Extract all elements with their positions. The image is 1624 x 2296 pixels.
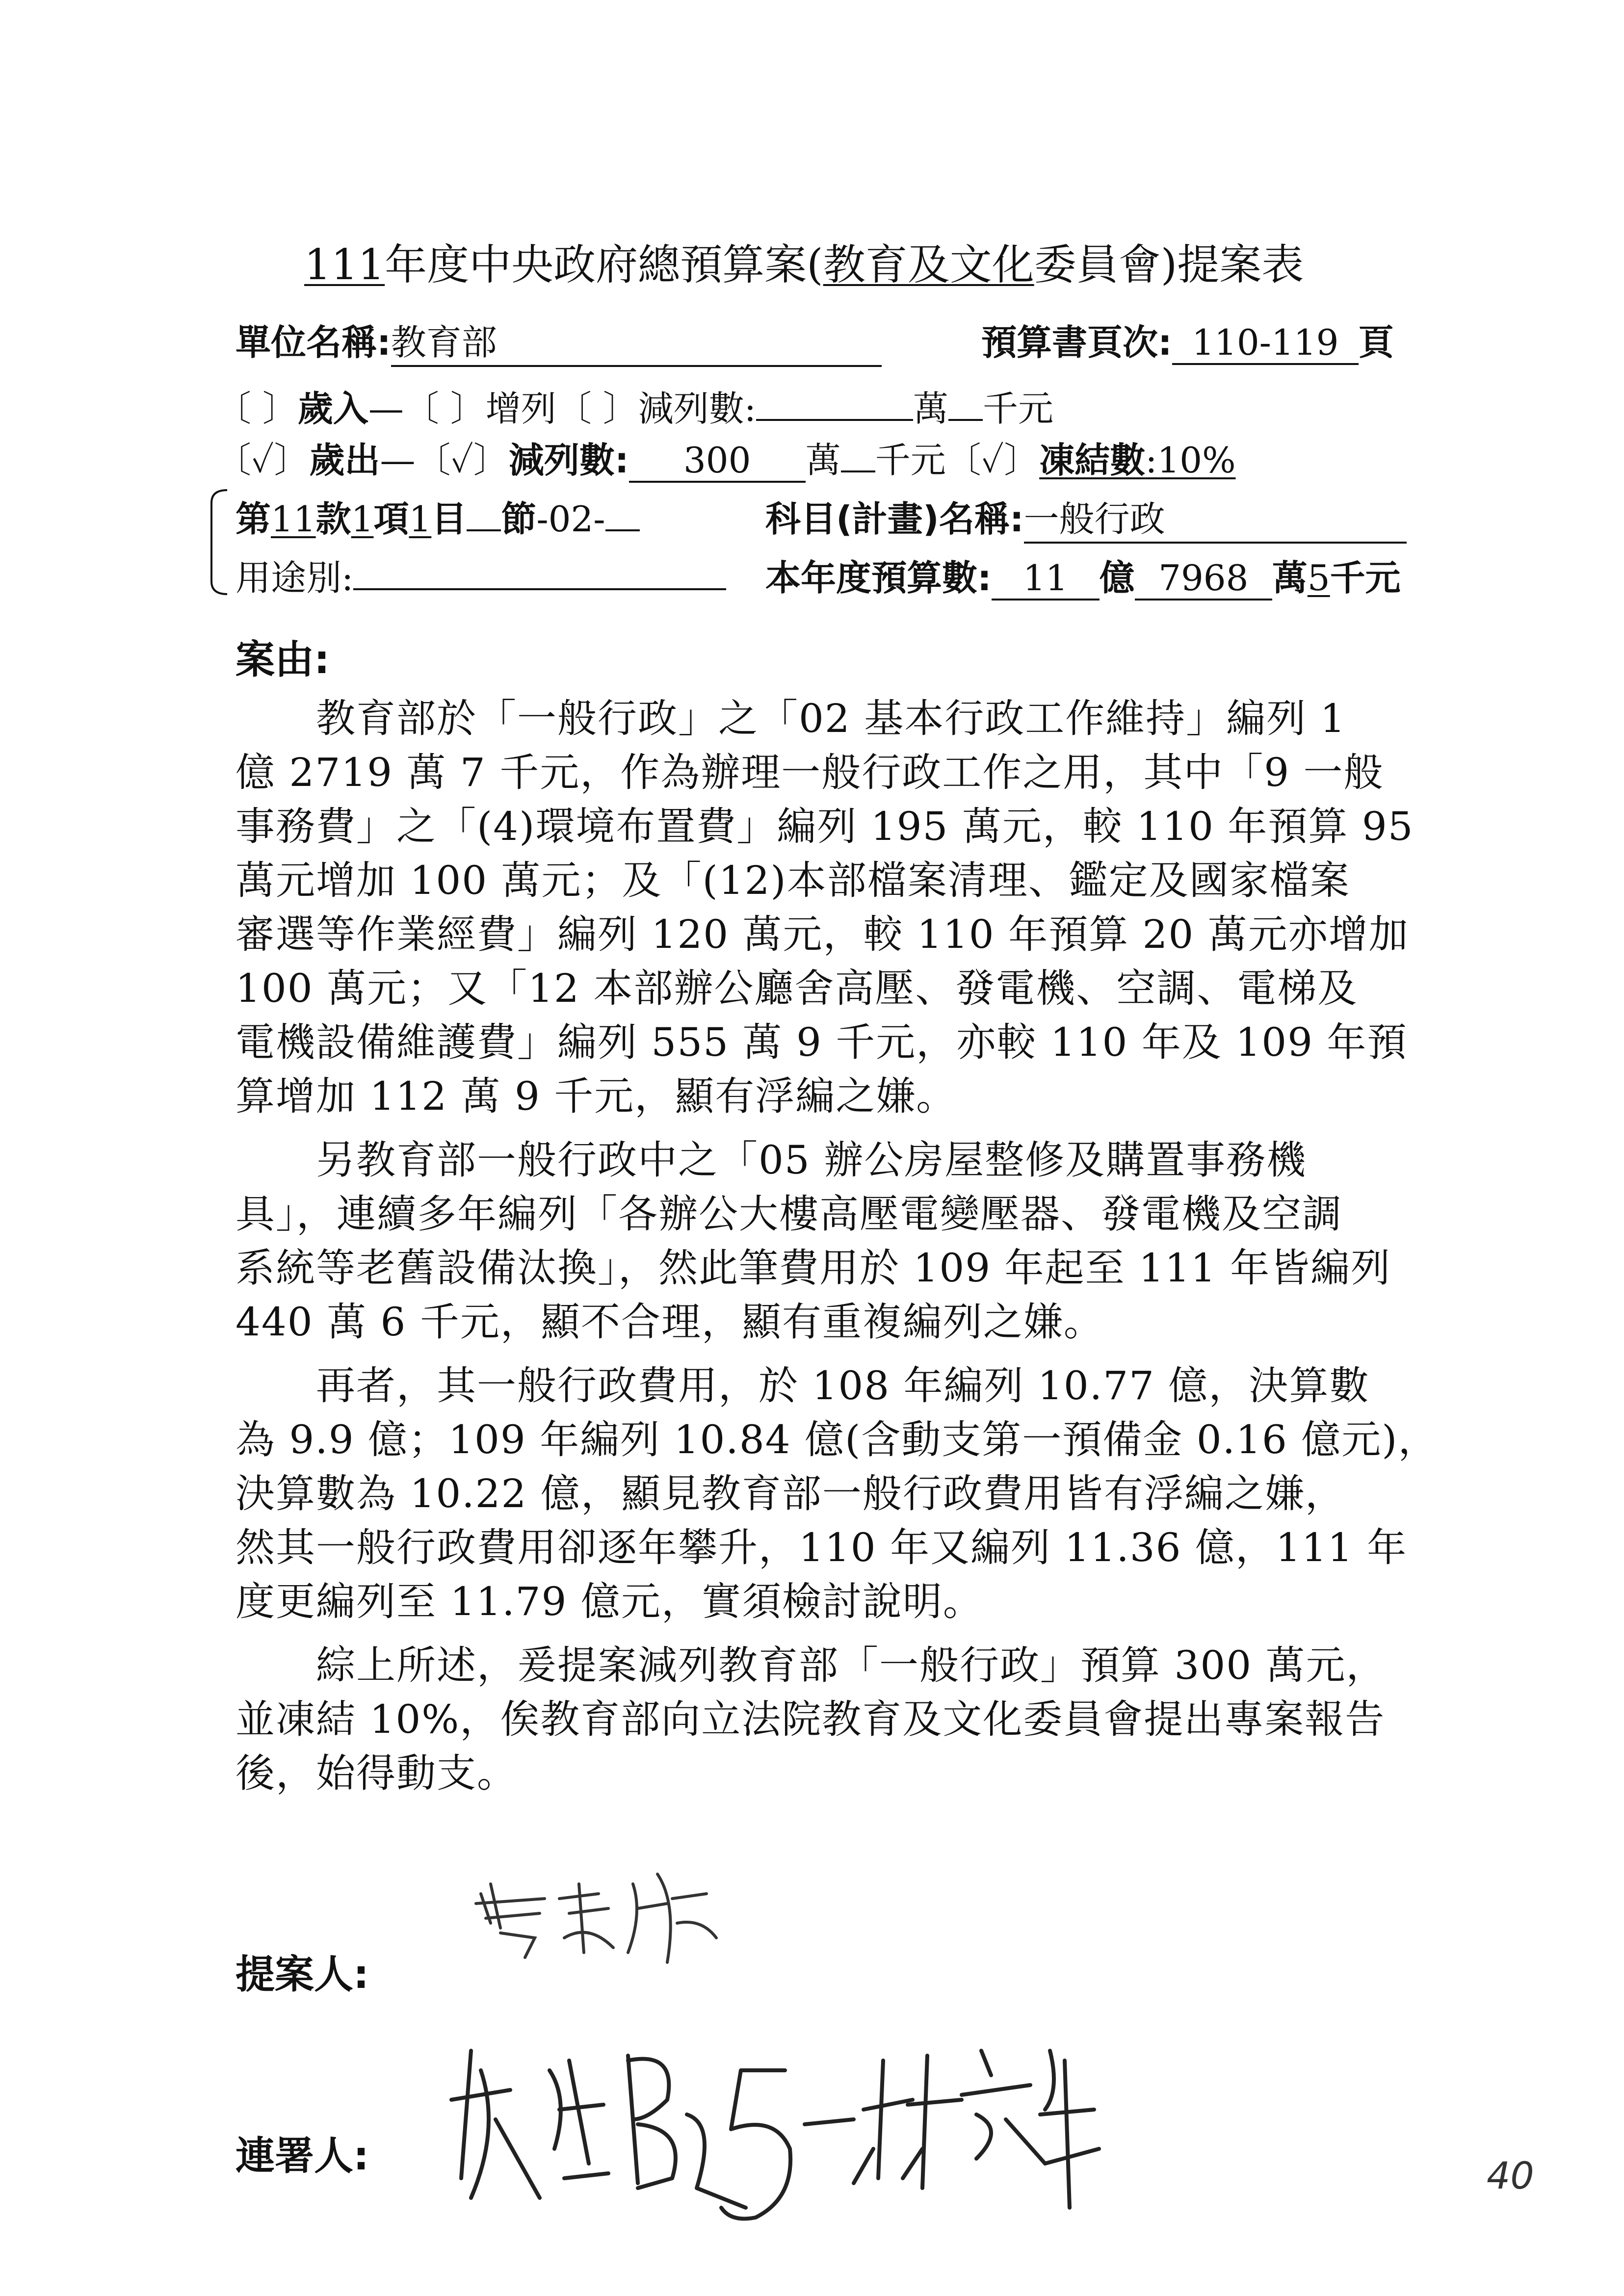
reduce-checkbox: 〔 〕 [556, 388, 638, 429]
revenue-label: 歲入 [297, 388, 368, 429]
budget-page-row [981, 314, 1394, 365]
subject-row [765, 491, 1407, 544]
reason-line: 綜上所述，爰提案減列教育部「一般行政」預算 300 萬元， [236, 1643, 1387, 1688]
reason-line: 事務費」之「(4)環境布置費」編列 195 萬元，較 110 年預算 95 [236, 804, 1414, 849]
reason-line: 然其一般行政費用卻逐年攀升，110 年又編列 11.36 億，111 年 [236, 1525, 1408, 1570]
mu-label: 目 [431, 498, 467, 540]
qian-label: 千元 [1330, 557, 1401, 599]
reason-line: 另教育部一般行政中之「05 辦公房屋整修及購置事務機 [236, 1137, 1307, 1183]
cosigner-signatures [442, 2002, 1128, 2257]
revenue-wan: 萬 [913, 388, 948, 429]
reason-line: 具」，連續多年編列「各辦公大樓高壓電變壓器、發電機及空調 [236, 1191, 1342, 1237]
page-suffix: 頁 [1358, 322, 1394, 363]
expense-amount: 300 [629, 440, 806, 483]
xiang-label: 項 [373, 498, 409, 540]
expense-label: 歲出 [309, 440, 380, 481]
proposer-signature [471, 1864, 726, 1972]
unit-row [236, 314, 882, 367]
xiang-number: 1 [351, 498, 374, 540]
subject-label: 科目(計畫)名稱: [765, 498, 1024, 540]
reason-line: 並凍結 10%，俟教育部向立法院教育及文化委員會提出專案報告 [236, 1696, 1386, 1742]
revenue-amount [756, 419, 913, 421]
revenue-dash: — [368, 388, 404, 429]
jie-blank [467, 529, 501, 531]
reason-line: 決算數為 10.22 億，顯見教育部一般行政費用皆有浮編之嫌， [236, 1471, 1345, 1516]
revenue-qian: 千元 [982, 388, 1053, 429]
reason-heading: 案由: [236, 637, 330, 682]
reason-line: 萬元增加 100 萬元；及「(12)本部檔案清理、鑑定及國家檔案 [236, 858, 1350, 903]
kuan-number: 11 [271, 498, 316, 540]
expense-qian: 千元 [875, 440, 946, 481]
reason-line: 電機設備維護費」編列 555 萬 9 千元，亦較 110 年及 109 年預 [236, 1019, 1408, 1065]
wan-label: 萬 [1272, 557, 1308, 599]
jie-label: 節 [501, 498, 537, 540]
title-committee: 教育及文化 [823, 240, 1034, 289]
page-number: 40 [1487, 2154, 1534, 2197]
reason-line: 系統等老舊設備汰換」，然此筆費用於 109 年起至 111 年皆編列 [236, 1245, 1391, 1291]
di-label: 第 [236, 498, 271, 540]
freeze-label: 凍結數 [1039, 440, 1146, 481]
revenue-row [216, 380, 1053, 431]
expense-reduce-label: 減列數: [508, 440, 629, 481]
title-part-1: 年度中央政府總預算案( [385, 240, 823, 289]
reason-line: 度更編列至 11.79 億元，實須檢討說明。 [236, 1579, 983, 1624]
usage-blank [353, 588, 726, 590]
expense-qian-blank [841, 470, 875, 472]
budget-qian: 5 [1307, 557, 1330, 599]
reason-line: 算增加 112 萬 9 千元，顯有浮編之嫌。 [236, 1073, 957, 1119]
title-year: 111 [304, 240, 385, 289]
mu-number: 1 [409, 498, 432, 540]
budget-row [765, 549, 1401, 600]
reason-line: 審選等作業經費」編列 120 萬元，較 110 年預算 20 萬元亦增加 [236, 912, 1409, 957]
freeze-checkbox: 〔✓〕 [945, 440, 1040, 481]
add-checkbox: 〔 〕 [403, 388, 486, 429]
usage-row [236, 549, 726, 600]
unit-value: 教育部 [391, 314, 882, 367]
add-label: 增列 [485, 388, 556, 429]
reason-line: 後，始得動支。 [236, 1750, 517, 1796]
classification-bracket [209, 488, 228, 596]
budget-yi: 11 [992, 557, 1100, 600]
expense-row [216, 432, 1236, 483]
expense-reduce-checkbox: 〔✓〕 [415, 440, 509, 481]
reason-line: 440 萬 6 千元，顯不合理，顯有重複編列之嫌。 [236, 1299, 1104, 1345]
yi-label: 億 [1099, 557, 1135, 599]
budget-label: 本年度預算數: [765, 557, 992, 599]
budget-wan: 7968 [1135, 557, 1272, 600]
page-label: 預算書頁次: [981, 322, 1172, 363]
expense-wan: 萬 [805, 440, 841, 481]
reason-line: 教育部於「一般行政」之「02 基本行政工作維持」編列 1 [236, 696, 1346, 741]
usage-label: 用途別: [236, 557, 354, 599]
expense-dash: — [380, 440, 416, 481]
unit-label: 單位名稱: [236, 322, 391, 363]
reason-line: 100 萬元；又「12 本部辦公廳舍高壓、發電機、空調、電梯及 [236, 965, 1358, 1011]
jie-code: -02- [536, 498, 605, 540]
cosigner-label: 連署人: [236, 2133, 369, 2179]
revenue-qian-blank [948, 419, 983, 421]
revenue-checkbox: 〔 〕 [216, 388, 298, 429]
freeze-value: :10% [1145, 440, 1236, 481]
reason-line: 為 9.9 億；109 年編列 10.84 億(含動支第一預備金 0.16 億元)， [236, 1417, 1439, 1462]
kuan-label: 款 [315, 498, 351, 540]
classification-row [236, 491, 640, 542]
title-part-2: 委員會)提案表 [1034, 240, 1304, 289]
expense-checkbox: 〔✓〕 [216, 440, 310, 481]
document-title [304, 231, 1304, 291]
reduce-label: 減列數: [638, 388, 756, 429]
reason-line: 億 2719 萬 7 千元，作為辦理一般行政工作之用，其中「9 一般 [236, 750, 1384, 795]
subject-value: 一般行政 [1024, 491, 1407, 544]
proposer-label: 提案人: [236, 1952, 369, 1997]
page-value: 110-119 [1172, 322, 1359, 365]
reason-line: 再者，其一般行政費用，於 108 年編列 10.77 億，決算數 [236, 1363, 1370, 1409]
jie-code-blank [605, 529, 640, 531]
